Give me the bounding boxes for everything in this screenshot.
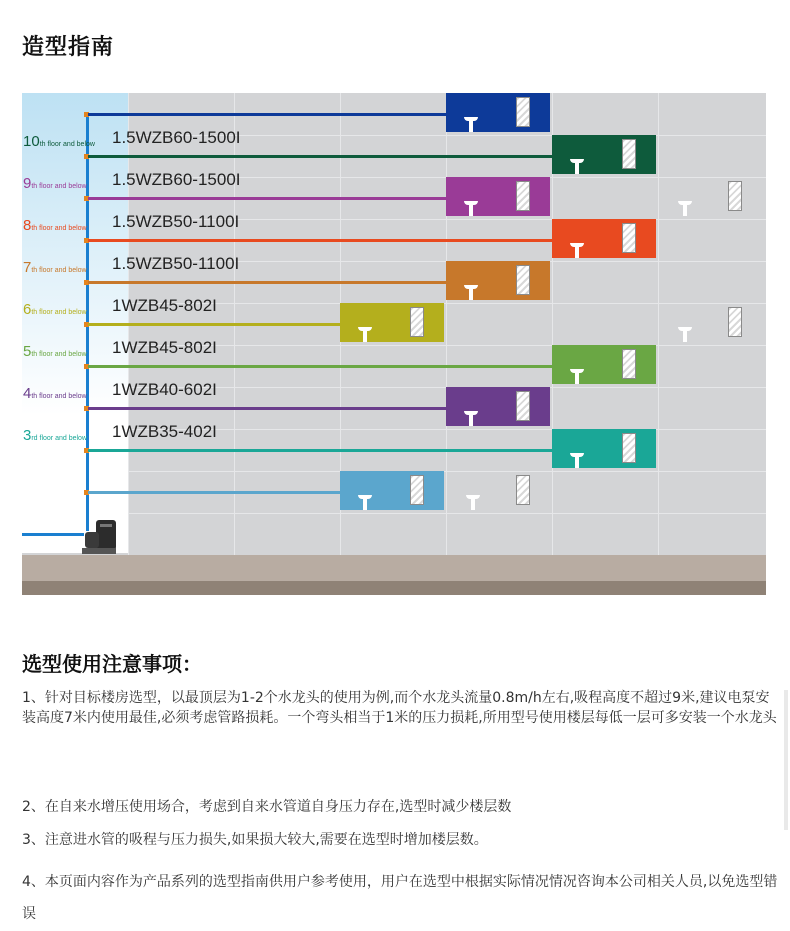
pump-icon — [82, 518, 118, 556]
door-icon — [516, 475, 530, 505]
page-title: 造型指南 — [22, 35, 115, 60]
floor-room — [340, 471, 444, 510]
floor-label — [23, 257, 87, 276]
floor-label — [23, 383, 87, 402]
sink-icon — [358, 327, 372, 343]
pump-model-label: 1.5WZB50-1100I — [112, 254, 240, 273]
notes-title: 选型使用注意事项： — [22, 652, 202, 676]
floor-number: 8 — [23, 217, 32, 234]
note-item: 1、针对目标楼房选型，以最顶层为1-2个水龙头的使用为例,而个水龙头流量0.8m/h左右,吸程高度不超过9米,建议电泵安装高度7米内使用最佳,必须考虑管路损耗。一个弯头相当于1米的压力损耗,所用型号使用楼层每低一层可多安装一个水龙头 — [22, 690, 777, 726]
door-icon — [728, 181, 742, 211]
floor-suffix: th floor and below — [31, 183, 87, 190]
floor-label — [23, 341, 87, 360]
floor-number: 5 — [23, 343, 32, 360]
pump-model-label: 1.5WZB60-1500I — [112, 170, 241, 189]
wall-grid-line — [128, 513, 766, 514]
wall-grid-line — [658, 93, 659, 555]
floor-number: 9 — [23, 175, 32, 192]
selection-diagram — [22, 93, 766, 595]
floor-suffix: rd floor and below — [31, 435, 87, 442]
pump-icon — [82, 518, 118, 556]
floor-suffix: th floor and below — [31, 309, 87, 316]
floor-number: 10 — [23, 133, 40, 150]
floor-label — [23, 425, 87, 444]
sink-icon — [464, 411, 478, 427]
note-item: 4、本页面内容作为产品系列的选型指南供用户参考使用，用户在选型中根据实际情况情况咨询本公司相关人员,以免选型错误 — [22, 874, 778, 922]
wall-grid-line — [128, 471, 766, 472]
sink-icon — [570, 159, 584, 175]
pump-model-label: 1WZB35-402I — [112, 422, 217, 441]
floor-room — [340, 303, 444, 342]
door-icon — [622, 349, 636, 379]
wall-grid-line — [128, 429, 766, 430]
sink-icon — [464, 117, 478, 133]
branch-pipe — [88, 239, 552, 242]
wall-grid-line — [128, 345, 766, 346]
floor-suffix: th floor and below — [31, 351, 87, 358]
wall-grid-line — [446, 93, 447, 555]
scrollbar[interactable] — [784, 690, 788, 830]
sink-icon — [570, 453, 584, 469]
pump-model-label: 1.5WZB60-1500I — [112, 128, 241, 147]
floor-room — [552, 219, 656, 258]
floor-number: 6 — [23, 301, 32, 318]
sink-icon — [358, 495, 372, 511]
floor-label — [23, 131, 95, 150]
sink-icon — [466, 495, 480, 511]
branch-pipe — [88, 449, 552, 452]
sink-icon — [464, 201, 478, 217]
floor-label — [23, 299, 87, 318]
pump-model-label: 1WZB40-602I — [112, 380, 217, 399]
sink-icon — [678, 327, 692, 343]
branch-pipe — [88, 491, 340, 494]
floor-suffix: th floor and below — [31, 393, 87, 400]
sink-icon — [678, 201, 692, 217]
door-icon — [622, 223, 636, 253]
door-icon — [622, 139, 636, 169]
inlet-pipe — [22, 533, 84, 536]
sink-icon — [570, 243, 584, 259]
floor-room — [552, 345, 656, 384]
floor-room — [446, 261, 550, 300]
pump-model-label: 1WZB45-802I — [112, 296, 217, 315]
floor-label — [23, 173, 87, 192]
floor-room — [446, 177, 550, 216]
floor-label — [23, 215, 87, 234]
floor-suffix: th floor and below — [31, 225, 87, 232]
door-icon — [516, 181, 530, 211]
note-item: 2、在自来水增压使用场合，考虑到自来水管道自身压力存在,选型时减少楼层数 — [22, 799, 512, 815]
door-icon — [728, 307, 742, 337]
sink-icon — [464, 285, 478, 301]
branch-pipe — [88, 155, 552, 158]
floor-room — [446, 387, 550, 426]
floor-suffix: th floor and below — [31, 267, 87, 274]
floor-room — [446, 93, 550, 132]
door-icon — [516, 391, 530, 421]
ground-base — [22, 581, 766, 595]
floor-suffix: th floor and below — [39, 141, 95, 148]
door-icon — [410, 307, 424, 337]
door-icon — [516, 97, 530, 127]
wall-grid-line — [128, 303, 766, 304]
pump-model-label: 1.5WZB50-1100I — [112, 212, 240, 231]
branch-pipe — [88, 197, 446, 200]
branch-pipe — [88, 281, 446, 284]
floor-room — [552, 429, 656, 468]
door-icon — [410, 475, 424, 505]
pump-model-label: 1WZB45-802I — [112, 338, 217, 357]
branch-pipe — [88, 323, 340, 326]
sink-icon — [570, 369, 584, 385]
branch-pipe — [88, 113, 446, 116]
branch-pipe — [88, 407, 446, 410]
ground-band — [22, 555, 766, 581]
floor-number: 7 — [23, 259, 32, 276]
branch-pipe — [88, 365, 552, 368]
door-icon — [622, 433, 636, 463]
floor-number: 3 — [23, 427, 32, 444]
floor-number: 4 — [23, 385, 32, 402]
floor-room — [552, 135, 656, 174]
note-item: 3、注意进水管的吸程与压力损失,如果损大较大,需要在选型时增加楼层数。 — [22, 832, 488, 848]
door-icon — [516, 265, 530, 295]
